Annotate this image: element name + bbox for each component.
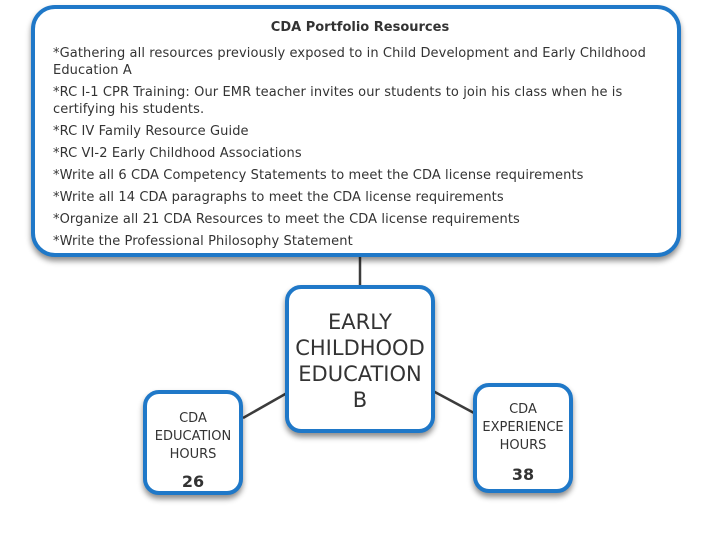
education-hours-label: CDA EDUCATION HOURS [154,411,232,462]
early-childhood-education-b-node [285,285,435,433]
resource-item: *Write all 6 CDA Competency Statements to meet the CDA license requirements [53,168,584,183]
cda-experience-hours-node [473,383,573,493]
connector-left [243,393,287,418]
cda-education-hours-node [143,390,243,495]
connector-right [433,391,474,413]
center-node-title: EARLY CHILDHOOD EDUCATION B [295,310,425,412]
resources-title: CDA Portfolio Resources [270,20,450,35]
education-hours-value: 26 [181,472,205,491]
resource-item: *RC VI-2 Early Childhood Associations [53,146,302,161]
resource-item: *Organize all 21 CDA Resources to meet the CDA license requirements [53,212,520,227]
experience-hours-value: 38 [511,465,535,484]
cda-portfolio-resources-box [31,5,681,257]
resource-item: *Write the Professional Philosophy Statement [53,234,353,249]
resource-item: *RC I-1 CPR Training: Our EMR teacher invites our students to join his class when he is certifying his students. [53,85,623,117]
resource-item: *RC IV Family Resource Guide [53,124,249,139]
experience-hours-label: CDA EXPERIENCE HOURS [482,402,564,453]
resource-item: *Gathering all resources previously exposed to in Child Development and Early Childhood Education A [53,46,646,78]
resource-item: *Write all 14 CDA paragraphs to meet the CDA license requirements [53,190,504,205]
resources-list [53,45,678,255]
